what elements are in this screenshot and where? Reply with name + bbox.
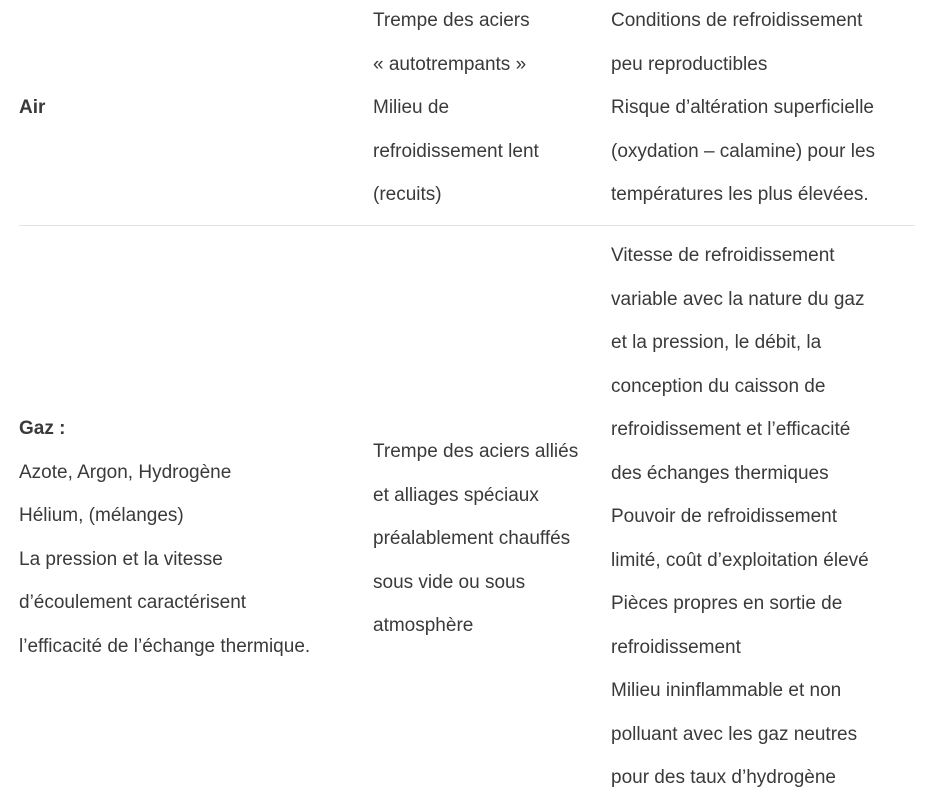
- medium-cell: [19, 86, 45, 130]
- applications-line: (recuits): [373, 184, 442, 205]
- applications-cell: [373, 0, 539, 217]
- medium-cell: [19, 407, 310, 668]
- remarks-line: variable avec la nature du gaz: [611, 288, 865, 310]
- remarks-line: polluant avec les gaz neutres: [611, 723, 858, 745]
- remarks-line: et la pression, le débit, la: [611, 332, 822, 353]
- table-row-air: [19, 0, 915, 225]
- applications-line: refroidissement lent: [373, 140, 539, 162]
- remarks-cell: [611, 234, 869, 800]
- medium-label: Air: [19, 97, 46, 118]
- medium-detail-line: La pression et la vitesse: [19, 548, 223, 570]
- applications-line: Milieu de: [373, 97, 450, 118]
- applications-line: atmosphère: [373, 615, 474, 636]
- remarks-cell: [611, 0, 875, 217]
- remarks-line: (oxydation – calamine) pour les: [611, 140, 876, 162]
- medium-detail-line: Azote, Argon, Hydrogène: [19, 461, 232, 483]
- remarks-line: refroidissement et l’efficacité: [611, 419, 851, 440]
- remarks-line: Vitesse de refroidissement: [611, 245, 835, 266]
- medium-detail-line: l’efficacité de l’échange thermique.: [19, 635, 311, 657]
- table-row-gaz: [19, 226, 915, 807]
- applications-line: Trempe des aciers: [373, 10, 530, 31]
- remarks-line: pour des taux d’hydrogène: [611, 767, 836, 788]
- remarks-line: limité, coût d’exploitation élevé: [611, 549, 869, 571]
- medium-label: Gaz :: [19, 418, 66, 439]
- remarks-line: des échanges thermiques: [611, 462, 829, 484]
- remarks-line: conception du caisson de: [611, 375, 826, 397]
- medium-detail-line: d’écoulement caractérisent: [19, 592, 247, 613]
- remarks-line: Milieu ininflammable et non: [611, 680, 842, 701]
- applications-line: préalablement chauffés: [373, 528, 571, 549]
- remarks-line: refroidissement: [611, 636, 741, 658]
- applications-line: sous vide ou sous: [373, 571, 526, 593]
- remarks-line: Pièces propres en sortie de: [611, 593, 843, 614]
- applications-line: « autotrempants »: [373, 53, 527, 75]
- medium-detail-line: Hélium, (mélanges): [19, 505, 184, 526]
- remarks-line: Risque d’altération superficielle: [611, 97, 874, 118]
- applications-cell: [373, 430, 578, 648]
- remarks-line: températures les plus élevées.: [611, 184, 869, 205]
- remarks-line: Conditions de refroidissement: [611, 10, 863, 31]
- remarks-line: peu reproductibles: [611, 53, 768, 75]
- remarks-line: Pouvoir de refroidissement: [611, 506, 837, 527]
- applications-line: et alliages spéciaux: [373, 484, 539, 506]
- applications-line: Trempe des aciers alliés: [373, 441, 579, 462]
